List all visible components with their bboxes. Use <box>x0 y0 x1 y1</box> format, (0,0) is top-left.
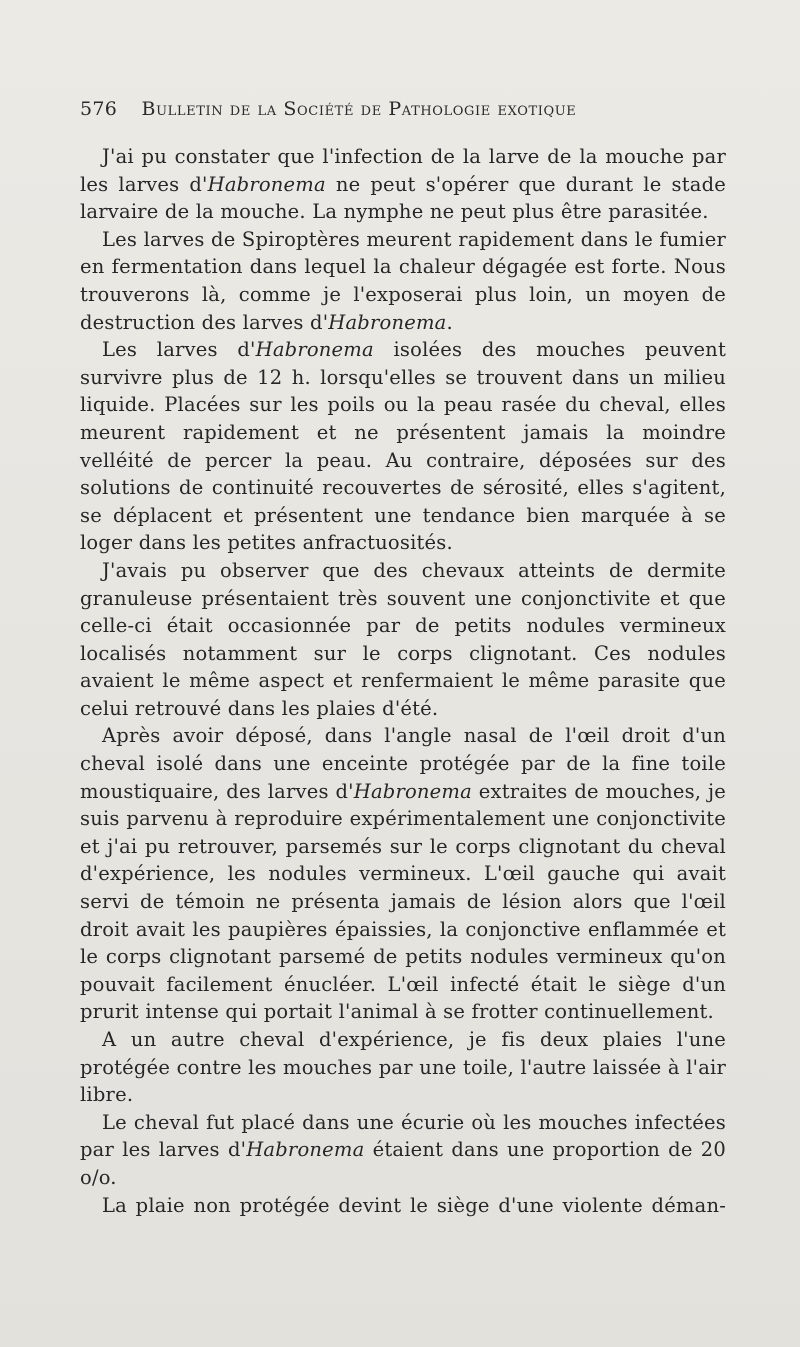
text-segment: La plaie non protégée devint le siège d'une violente déman- <box>102 1193 726 1217</box>
paragraph <box>80 722 726 1026</box>
text-segment: J'avais pu observer que des chevaux atteints de dermite granuleuse présentaient très souvent une conjonctivite et que celle-ci était occasionnée par de petits nodules vermineux localisés notamment sur le corps clignotant. Ces nodules avaient le même aspect et renfermaient le même parasite que celui retrouvé dans les plaies d'été. <box>80 558 726 720</box>
text-segment: Le cheval fut placé dans une écurie où les mouches infectées par les larves d' <box>80 1110 726 1162</box>
paragraph <box>80 336 726 557</box>
paragraph <box>80 1192 726 1220</box>
journal-title: Bulletin de la Société de Pathologie exotique <box>141 98 577 120</box>
text-segment: ne peut s'opérer que durant le stade larvaire de la mouche. La nymphe ne peut plus être parasitée. <box>80 172 726 224</box>
page-number: 576 <box>80 98 118 120</box>
italic-term: Habronema <box>328 310 447 334</box>
text-segment: Les larves de Spiroptères meurent rapidement dans le fumier en fermentation dans lequel la chaleur dégagée est forte. Nous trouverons là, comme je l'exposerai plus loin, un moyen de destruction des larves d' <box>80 227 726 334</box>
text-segment: A un autre cheval d'expérience, je fis deux plaies l'une protégée contre les mouches par une toile, l'autre laissée à l'air libre. <box>80 1028 726 1107</box>
italic-term: Habronema <box>207 172 326 196</box>
body-text <box>80 143 726 1219</box>
italic-term: Habronema <box>246 1138 365 1162</box>
italic-term: Habronema <box>255 338 374 362</box>
paragraph <box>80 1026 726 1109</box>
running-head <box>80 98 730 120</box>
text-segment: Après avoir déposé, dans l'angle nasal de l'œil droit d'un cheval isolé dans une enceinte protégée par de la fine toile moustiquaire, des larves d' <box>80 724 726 803</box>
text-segment: . <box>446 310 453 334</box>
paragraph <box>80 557 726 723</box>
paragraph <box>80 226 726 336</box>
text-segment: étaient dans une proportion de 20 o/o. <box>80 1138 726 1189</box>
paragraph <box>80 1109 726 1192</box>
italic-term: Habronema <box>353 779 472 803</box>
text-segment: isolées des mouches peuvent survivre plus de 12 h. lorsqu'elles se trouvent dans un milieu liquide. Placées sur les poils ou la peau rasée du cheval, elles meurent rapidement et ne présentent jamais la moindre velléité de percer la peau. Au contraire, déposées sur des solutions de continuité recouvertes de sérosité, elles s'agitent, se déplacent et présentent une tendance bien marquée à se loger dans les petites anfractuosités. <box>80 338 726 555</box>
text-segment: Les larves d' <box>102 338 256 362</box>
paragraph <box>80 143 726 226</box>
text-segment: J'ai pu constater que l'infection de la larve de la mouche par les larves d' <box>80 145 726 196</box>
text-segment: extraites de mouches, je suis parvenu à reproduire expérimentalement une conjonctivite et j'ai pu retrouver, parsemés sur le corps clignotant du cheval d'expérience, les nodules vermineux. L'œil gauche qui avait servi de témoin ne présenta jamais de lésion alors que l'œil droit avait les paupières épaissies, la conjonctive enflammée et le corps clignotant parsemé de petits nodules vermineux qu'on pouvait facilement énucléer. L'œil infecté était le siège d'un prurit intense qui portait l'animal à se frotter continuellement. <box>80 779 727 1024</box>
